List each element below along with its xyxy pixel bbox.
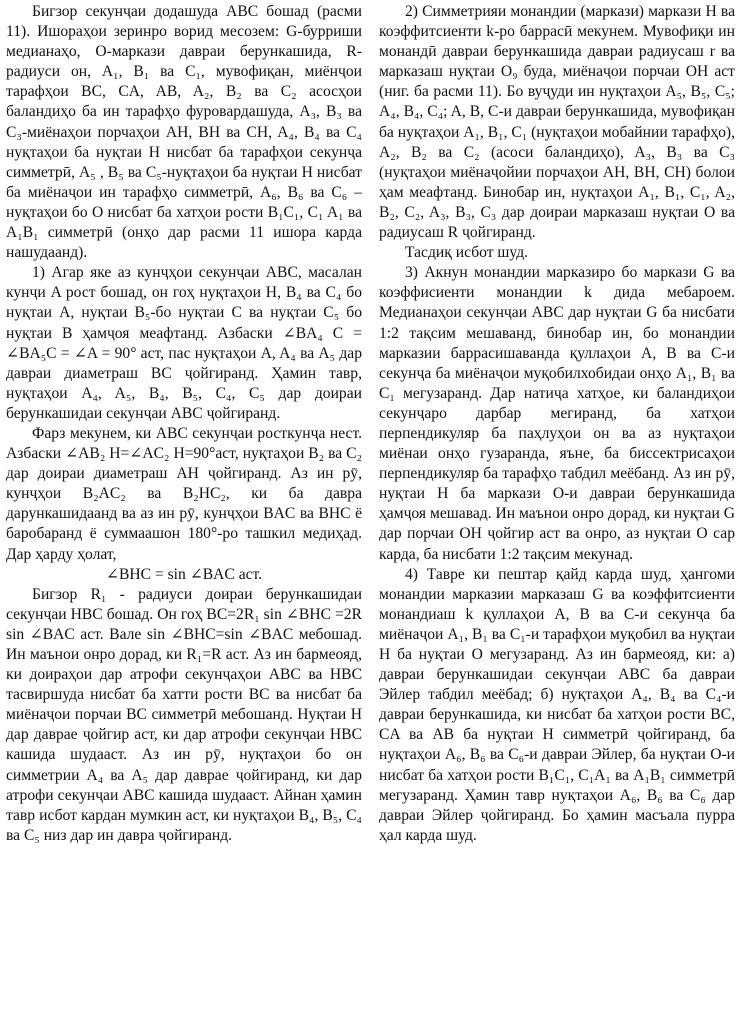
right-column bbox=[379, 2, 735, 1024]
case-non-right-paragraph: Фарз мекунем, ки ABC секунҷаи росткунҷа нест. Азбаски ∠AB₂ H=∠AC₂ H=90°аст, нуқтаҳои B₂ ва C₂ дар доираи диаметраш AH ҷойгиранд. Аз ин рӯ, кунҷҳои B₂AC₂ ва B₂HC₂, ки ба давра дарункашидаанд ва аз ин рӯ, кунҷҳои BAC ва BHC ё баробаранд ё суммаашон 180°-ро ташкил медиҳад. Дар ҳарду ҳолат, bbox=[6, 424, 362, 563]
case-right-angle-paragraph: 1) Агар яке аз кунҷҳои секунҷаи ABC, масалан кунҷи A рост бошад, он гоҳ нуқтаҳои H, B₄ ва C₄ бо нуқтаи A, нуқтаи B₅-бо нуқтаи C ва нуқтаи C₅ бо нуқтаи B ҳамҷоя меафтанд. Азбаски ∠BA₄ C = ∠BA₅C = ∠A = 90° аст, пас нуқтаҳои A, A₄ ва A₅ дар давраи диаметраш BC ҷойгиранд. Ҳамин тавр, нуқтаҳои A₄, A₅, B₄, B₅, C₄, C₅ дар доираи берункашидаи секунҷаи ABC ҷойгиранд. bbox=[6, 264, 362, 422]
homothety-g-paragraph: 3) Акнун монандии марказиро бо маркази G ва коэффисиенти монандии k дида мебароем. Медианаҳои секунҷаи ABC дар нуқтаи G ба нисбати 1:2 тақсим мешаванд, бинобар ин, бо монандии марказии баррасишаванда қуллаҳои A, B ва C-и секунҷа ба миёнаҷои муқобилхобидаи онҳо A₁, B₁ ва C₁ мегузаранд. Дар натиҷа хатҳое, ки баландиҳои секунҷаро дарбар мегиранд, ба хатҳои перпендикуляр ба паҳлуҳои он ва аз нуқтаҳои миёнаи онҳо гузаранда, яъне, ба биссектрисаҳои перпендикуляр ба тарафҳо табдил меёбанд. Аз ин рӯ, нуқтаи H ба маркази O-и давраи берункашида ҳамҷоя мешавад. Ин маънои онро дорад, ки нуқтаи G дар порчаи OH ҷойгир аст ва онро, аз нуқтаи O сар карда, ба нисбати 1:2 тақсим мекунад. bbox=[379, 264, 735, 563]
intro-paragraph: Бигзор секунҷаи додашуда ABC бошад (расми 11). Ишораҳои зеринро ворид месозем: G-бурриши медианаҳо, O-маркази давраи берункашида, R-радиуси он, A₁, B₁ ва C₁, мувофиқан, миёнҷои тарафҳои BC, CA, AB, A₂, B₂ ва C₂ асосҳои баландиҳо ба ин тарафҳо фуровардашуда, A₃, B₃ ва C₃-миёнаҳои порчаҳои AH, BH ва CH, A₄, B₄ ва C₄ нуқтаҳои ба нуқтаи H нисбат ба тарафҳои секунҷа симметрӣ, A₅ , B₅ ва C₅-нуқтаҳои ба нуқтаи H нисбат ба миёнаҷои ин тарафҳо симметрӣ, A₆, B₆ ва C₆ – нуқтаҳои бо O нисбат ба хатҳои рости B₁C₁, C₁ A₁ ва A₁B₁ симметрӣ (онҳо дар расми 11 ишора карда нашудаанд). bbox=[6, 3, 362, 262]
homothety-h-paragraph: 2) Симметрияи монандии (маркази) маркази H ва коэффитсиенти k-ро баррасӣ мекунем. Мувофиқи ин монандӣ давраи берункашида давраи радиусаш r ва марказаш нуқтаи O₉ буда, миёнаҷои порчаи OH аст (ниг. ба расми 11). Бо вуҷуди ин нуқтаҳои A₅, B₅, C₅; A₄, B₄, C₄; A, B, C-и давраи берункашида, мувофиқан ба нуқтаҳои A₁, B₁, C₁ (нуқтаҳои мобайнии тарафҳо), A₂, B₂ ва C₂ (асоси баландиҳо), A₃, B₃ ва C₃ (нуқтаҳои миёнаҷойии порчаҳои AH, BH, CH) болои ҳам меафтанд. Бинобар ин, нуқтаҳои A₁, B₁, C₁, A₂, B₂, C₂, A₃, B₃, C₃ дар доираи марказаш нуқтаи O ва радиусаш R ҷойгиранд. bbox=[379, 3, 736, 242]
euler-circle-paragraph: 4) Тавре ки пештар қайд карда шуд, ҳангоми монандии марказии марказаш G ва коэффитсиенти монандиаш k қуллаҳои A, B ва C-и секунҷа ба миёнаҷои A₁, B₁ ва C₁-и тарафҳои муқобил ва нуқтаи H ба нуқтаи O мегузаранд. Аз ин бармеояд, ки: а) давраи берункашидаи секунҷаи ABC ба давраи Эйлер табдил меёбад; б) нуқтаҳои A₄, B₄ ва C₄-и давраи берункашида, ки нисбат ба хатҳои рости BC, CA ва AB ба нуқтаи H симметрӣ ҷойгиранд, ба нуқтаҳои A₆, B₆ ва C₆-и давраи Эйлер, ба нуқтаи O-и нисбат ба хатҳои рости B₁C₁, C₁A₁ ва A₁B₁ симметрӣ мегузаранд. Ҳамин тавр нуқтаҳои A₆, B₆ ва C₆ дар давраи Эйлер ҷойгиранд. Бо ҳамин масъала пурра ҳал карда шуд. bbox=[379, 565, 735, 844]
radius-argument-paragraph: Бигзор R₁ - радиуси доираи берункашидаи секунҷаи HBC бошад. Он гоҳ BC=2R₁ sin ∠BHC =2R sin ∠BAC аст. Вале sin ∠BHC=sin ∠BAC мебошад. Ин маънои онро дорад, ки R₁=R аст. Аз ин бармеояд, ки доираҳои дар атрофи секунҷаҳои ABC ва HBC тасвиршуда нисбат ба хатти рости BC ва нисбат ба миёнаҷои порчаи BC симметрӣ мебошанд. Нуқтаи H дар давраe ҷойгир аст, ки дар атрофи секунҷаи HBC кашида шудааст. Аз ин рӯ, нуқтаҳои бо он симметрии A₄ ва A₅ дар давраe ҷойгиранд, ки дар атрофи секунҷаи ABC кашида шудааст. Айнан ҳамин тавр исбот кардан мумкин аст, ки нуқтаҳои B₄, B₅, C₄ ва C₅ низ дар ин давра ҷойгиранд. bbox=[6, 585, 362, 844]
proof-complete-line: Тасдиқ исбот шуд. bbox=[405, 244, 529, 262]
left-column bbox=[6, 2, 362, 1024]
angle-formula: ∠BHC = sin ∠BAC аст. bbox=[105, 565, 263, 583]
